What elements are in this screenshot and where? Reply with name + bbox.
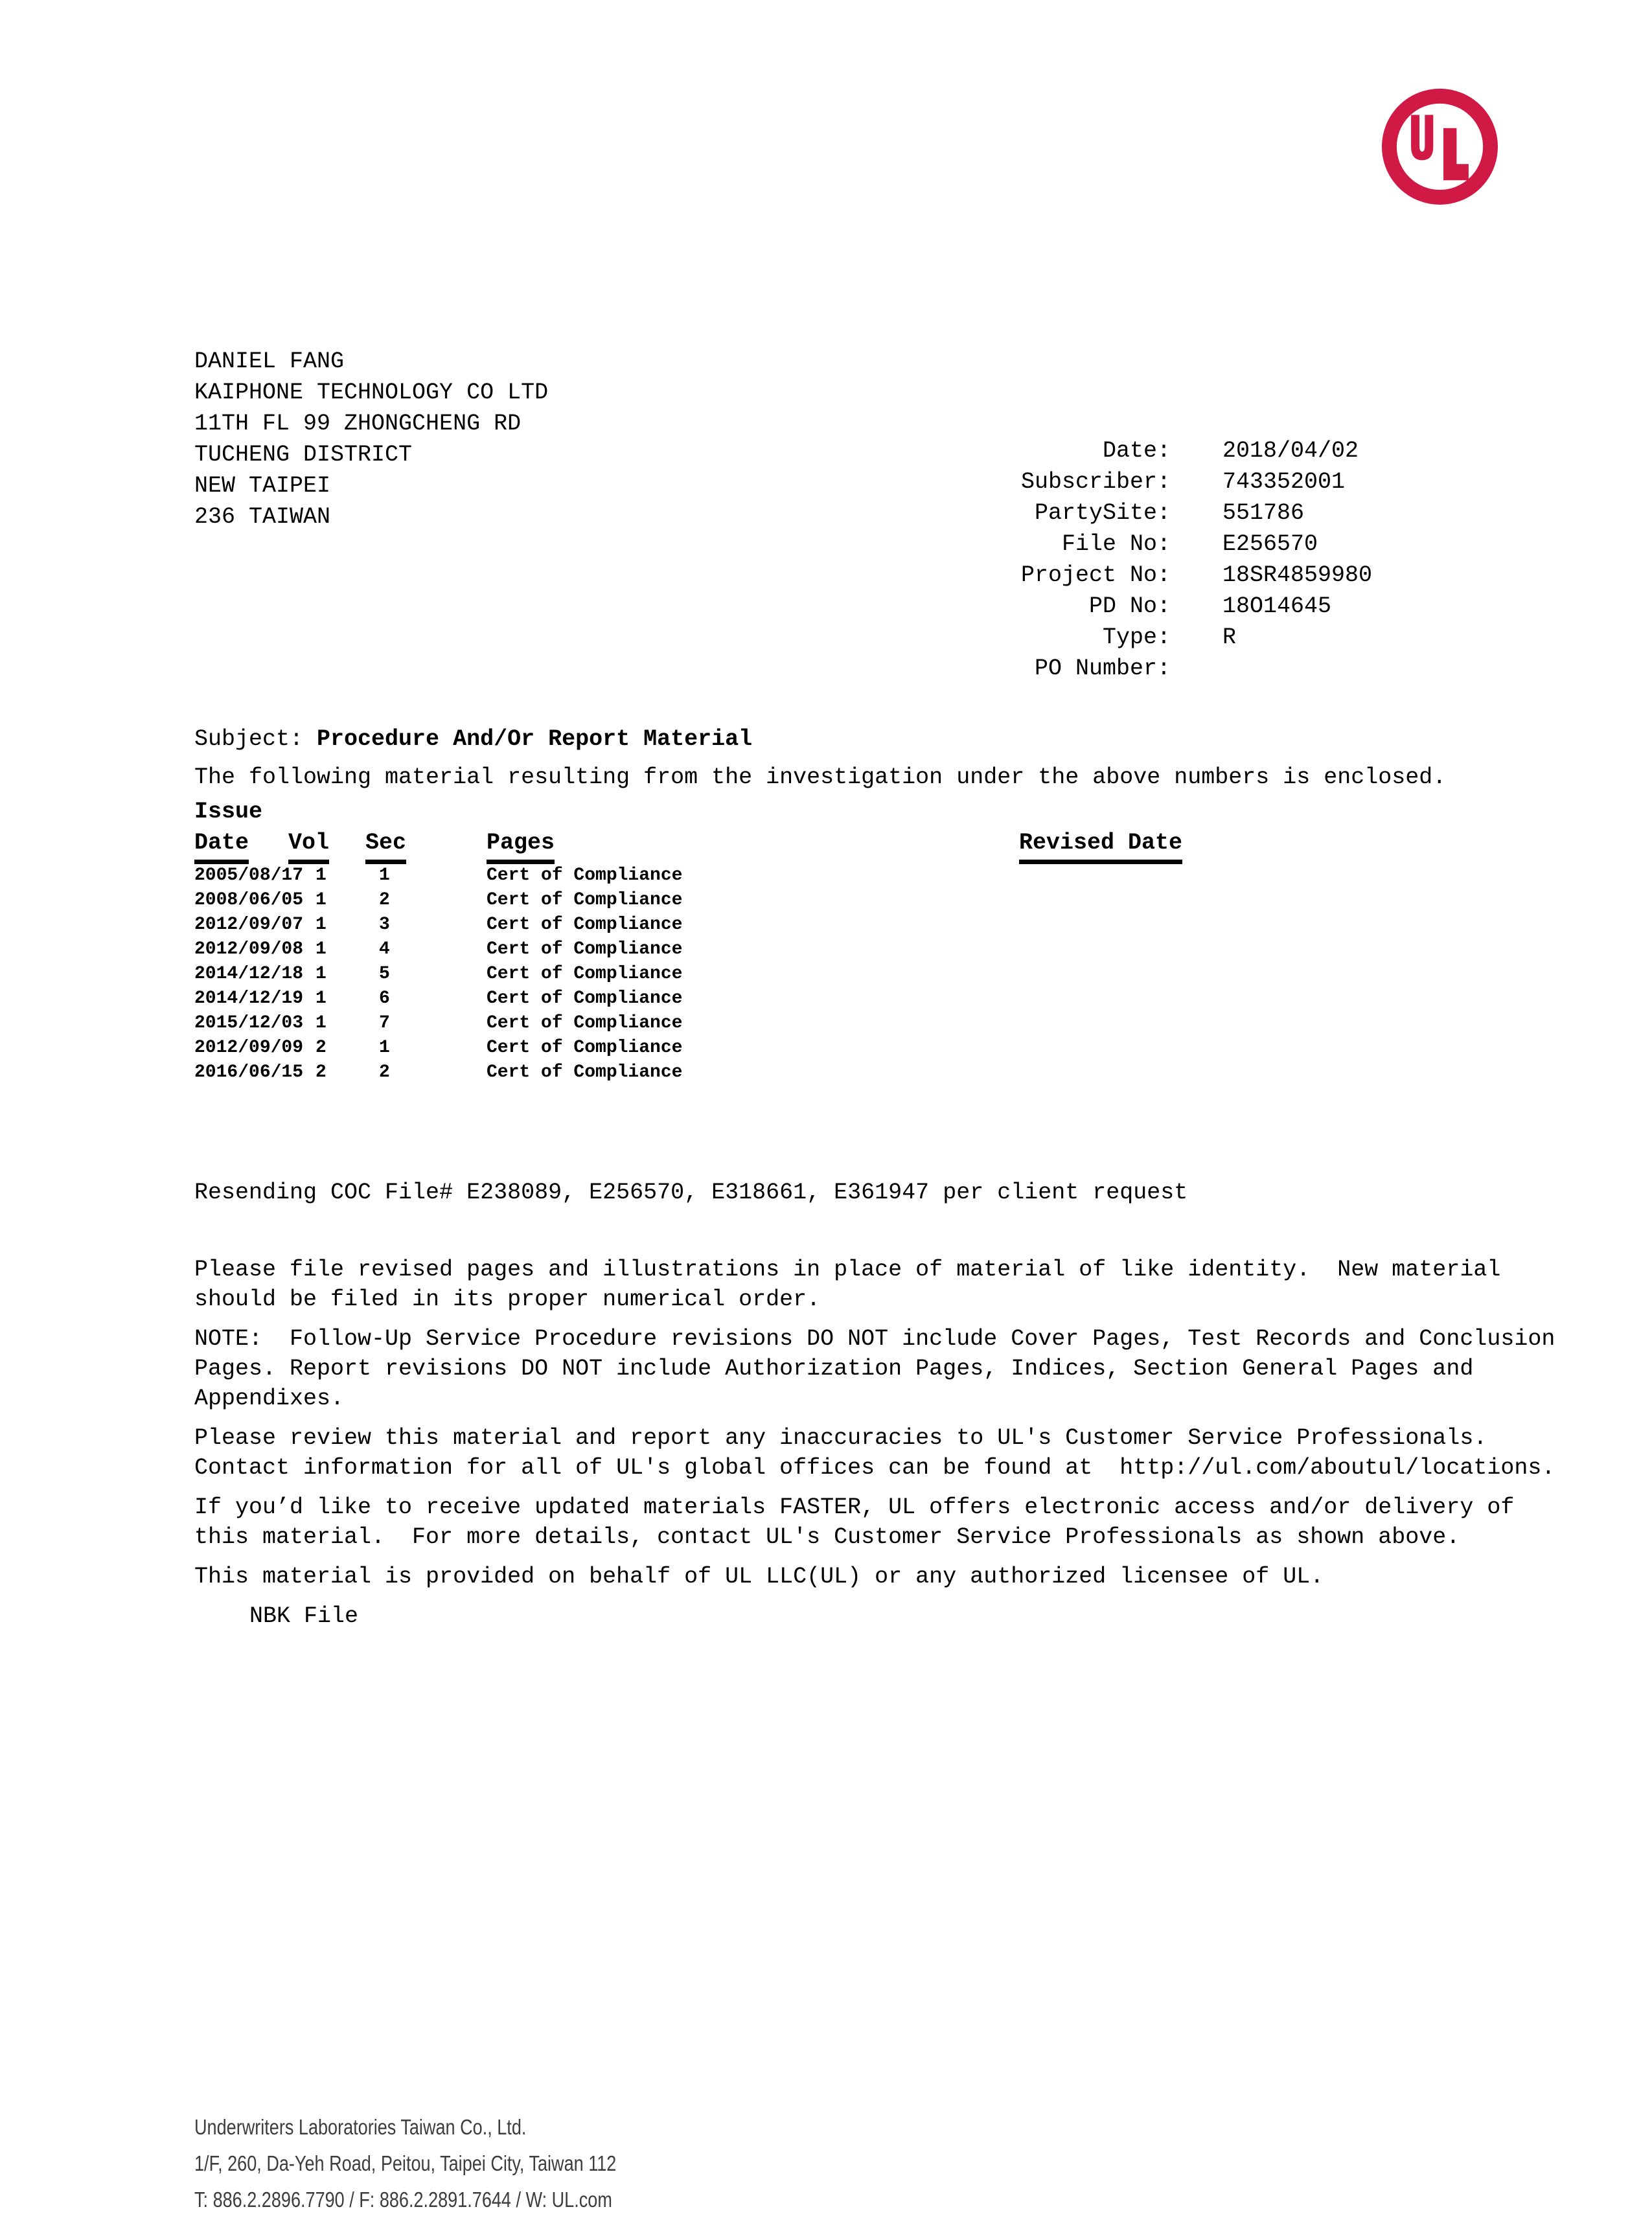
issue-table-body [194,863,1568,1085]
info-label: PD No: [1088,593,1171,619]
cell-sec: 3 [379,915,390,935]
recipient-address [194,346,548,532]
body-line: If you’d like to receive updated materials FASTER, UL offers electronic access and/or delivery of [194,1494,1515,1520]
cell-issue-date: 2015/12/03 [194,1013,304,1033]
cell-sec: 5 [379,964,390,984]
info-value: 2018/04/02 [1222,438,1359,464]
cell-revised-date [1019,1036,1568,1060]
intro-line: The following material resulting from the investigation under the above numbers is enclosed. [194,764,1447,790]
cell-sec: 2 [379,890,390,910]
ul-logo [1380,86,1500,206]
header-vol-label: Vol [288,829,329,864]
body-line: Appendixes. [194,1386,345,1412]
issue-table-header-row [194,829,1568,863]
cell-revised-date [1019,1060,1568,1085]
info-label: Subscriber: [1020,469,1171,495]
body-paragraph-note [194,1324,1555,1413]
body-line: Contact information for all of UL's global offices can be found at http://ul.com/aboutul/locations. [194,1455,1555,1481]
cell-issue-date: 2016/06/15 [194,1062,304,1082]
info-row [713,497,1372,529]
cell-pages: Cert of Compliance [487,890,683,910]
body-line: Please file revised pages and illustrations in place of material of like identity. New material [194,1257,1501,1283]
issue-table-row [194,863,1568,888]
cell-vol: 1 [315,964,327,984]
issue-table-header-sec [365,829,487,863]
cell-issue-date: 2012/09/09 [194,1038,304,1058]
header-pages-label: Pages [487,829,555,864]
footer [194,2000,616,2218]
cell-pages: Cert of Compliance [487,1013,683,1033]
issue-table-row [194,962,1568,987]
cell-issue-date: 2012/09/08 [194,939,304,959]
body-line: should be filed in its proper numerical order. [194,1286,821,1312]
info-label: Date: [1102,438,1171,464]
issue-table [194,829,1568,1085]
info-value: E256570 [1222,531,1318,557]
info-row [713,529,1372,560]
cell-revised-date [1019,863,1568,888]
cell-revised-date [1019,937,1568,962]
footer-line: Underwriters Laboratories Taiwan Co., Ltd. [194,2115,527,2139]
recipient-address-line: 11TH FL 99 ZHONGCHENG RD [194,411,522,437]
cell-pages: Cert of Compliance [487,915,683,935]
issue-table-row [194,987,1568,1011]
cell-sec: 2 [379,1062,390,1082]
cell-sec: 1 [379,1038,390,1058]
cell-issue-date: 2014/12/18 [194,964,304,984]
cell-issue-date: 2014/12/19 [194,989,304,1009]
body-paragraph-review [194,1423,1555,1483]
subject-value: Procedure And/Or Report Material [317,726,753,752]
body-paragraph-file-revised [194,1255,1555,1314]
body-text [194,1255,1555,1641]
issue-table-row [194,1036,1568,1060]
cell-vol: 2 [315,1062,327,1082]
issue-table-row [194,1011,1568,1036]
info-label: PartySite: [1034,500,1171,526]
issue-table-row [194,937,1568,962]
info-value: 18O14645 [1222,593,1332,619]
issue-table-row [194,888,1568,913]
header-revised-date-label: Revised Date [1019,829,1182,864]
info-row [713,622,1372,653]
footer-line: T: 886.2.2896.7790 / F: 886.2.2891.7644 / W: UL.com [194,2188,612,2212]
issue-table-header-date [194,829,288,863]
footer-line: 1/F, 260, Da-Yeh Road, Peitou, Taipei City, Taiwan 112 [194,2151,617,2175]
recipient-address-line: KAIPHONE TECHNOLOGY CO LTD [194,380,549,406]
body-line: NBK File [249,1603,359,1629]
cell-vol: 1 [315,890,327,910]
cell-vol: 2 [315,1038,327,1058]
header-date-label: Date [194,829,249,864]
issue-table-row [194,1060,1568,1085]
cell-sec: 7 [379,1013,390,1033]
cell-pages: Cert of Compliance [487,939,683,959]
cell-pages: Cert of Compliance [487,989,683,1009]
info-value: R [1222,624,1237,650]
info-row [713,466,1372,497]
cell-revised-date [1019,888,1568,913]
cell-pages: Cert of Compliance [487,964,683,984]
cell-issue-date: 2012/09/07 [194,915,304,935]
cell-issue-date: 2008/06/05 [194,890,304,910]
info-label: Type: [1102,624,1171,650]
resending-note: Resending COC File# E238089, E256570, E318661, E361947 per client request [194,1180,1188,1206]
recipient-address-line: 236 TAIWAN [194,504,331,530]
cell-revised-date [1019,962,1568,987]
body-line: Pages. Report revisions DO NOT include Authorization Pages, Indices, Section General Pages and [194,1356,1474,1382]
recipient-address-line: NEW TAIPEI [194,473,331,499]
info-panel [713,435,1372,684]
cell-pages: Cert of Compliance [487,1062,683,1082]
info-row [713,591,1372,622]
cell-revised-date [1019,1011,1568,1036]
info-value: 743352001 [1222,469,1346,495]
ul-logo-icon [1380,86,1500,206]
body-paragraph-behalf [194,1562,1555,1592]
body-line: This material is provided on behalf of UL LLC(UL) or any authorized licensee of UL. [194,1564,1324,1590]
info-row [713,560,1372,591]
cell-vol: 1 [315,865,327,886]
info-value: 551786 [1222,500,1305,526]
info-row [713,653,1372,684]
issue-table-title: Issue [194,799,263,825]
issue-table-header-pages [487,829,1019,863]
info-label: File No: [1061,531,1171,557]
cell-sec: 6 [379,989,390,1009]
issue-table-header-revised-date [1019,829,1568,863]
cell-vol: 1 [315,1013,327,1033]
cell-issue-date: 2005/08/17 [194,865,304,886]
nbk-file-line [194,1601,1555,1631]
info-row [713,435,1372,466]
recipient-address-line: DANIEL FANG [194,349,345,374]
recipient-address-line: TUCHENG DISTRICT [194,442,413,468]
subject-line [194,724,752,755]
info-label: Project No: [1020,562,1171,588]
body-paragraph-electronic-access [194,1492,1555,1552]
body-line: Please review this material and report any inaccuracies to UL's Customer Service Professionals. [194,1425,1487,1451]
cell-vol: 1 [315,939,327,959]
cell-vol: 1 [315,915,327,935]
body-line: NOTE: Follow-Up Service Procedure revisions DO NOT include Cover Pages, Test Records and Conclusion [194,1326,1555,1352]
cell-sec: 4 [379,939,390,959]
info-value: 18SR4859980 [1222,562,1373,588]
info-label: PO Number: [1034,656,1171,681]
cell-pages: Cert of Compliance [487,865,683,886]
issue-table-header-vol [288,829,365,863]
cell-vol: 1 [315,989,327,1009]
cell-sec: 1 [379,865,390,886]
body-line: this material. For more details, contact UL's Customer Service Professionals as shown above. [194,1524,1460,1550]
cell-pages: Cert of Compliance [487,1038,683,1058]
subject-label: Subject: [194,726,317,752]
header-sec-label: Sec [365,829,406,864]
issue-table-row [194,913,1568,937]
cell-revised-date [1019,913,1568,937]
cell-revised-date [1019,987,1568,1011]
